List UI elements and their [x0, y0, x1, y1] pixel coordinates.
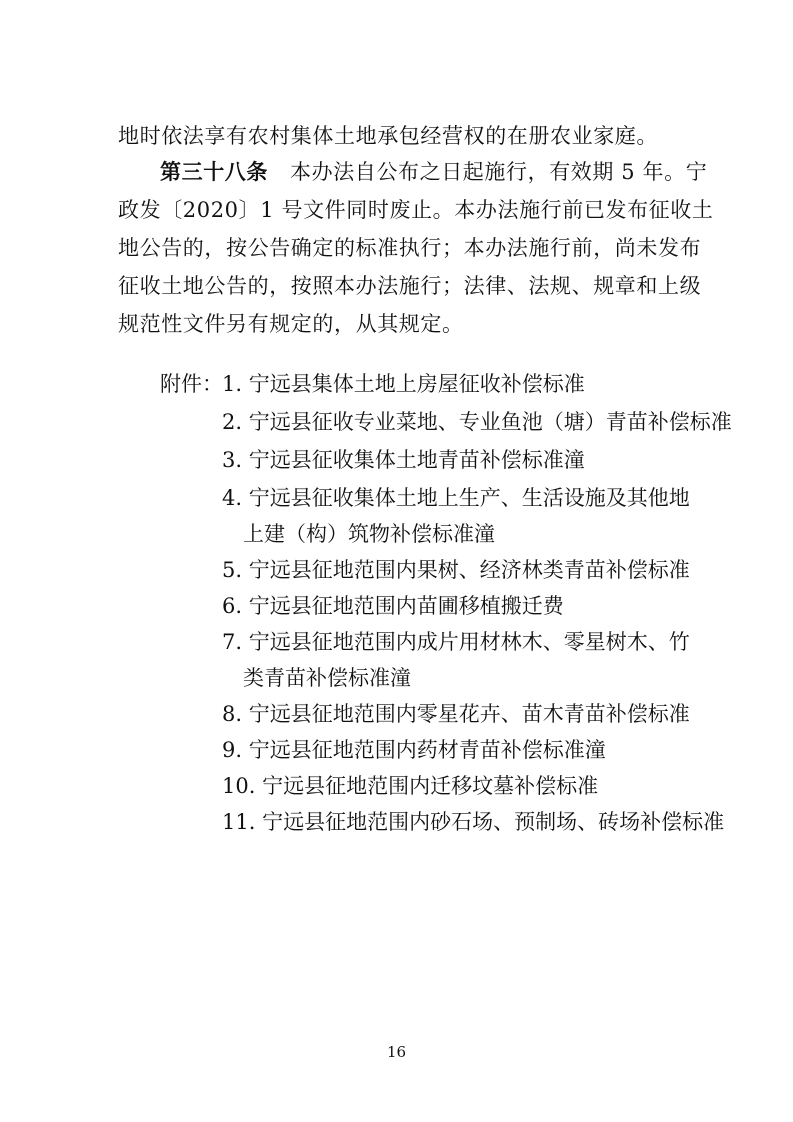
body-line-5: 征收土地公告的，按照本办法施行；法律、法规、规章和上级: [118, 274, 702, 298]
article-38-text: 本办法自公布之日起施行，有效期 5 年。宁: [290, 160, 708, 184]
body-line-6: 规范性文件另有规定的，从其规定。: [118, 312, 464, 336]
attachment-item: 10. 宁远县征地范围内迁移坟墓补偿标准: [222, 774, 599, 798]
article-38-label: 第三十八条: [160, 159, 268, 184]
body-line-3: 政发〔2020〕1 号文件同时废止。本办法施行前已发布征收土: [118, 198, 714, 222]
attachment-item: 5. 宁远县征地范围内果树、经济林类青苗补偿标准: [222, 558, 690, 582]
attachment-item: 6. 宁远县征地范围内苗圃移植搬迁费: [222, 594, 564, 618]
attachment-item-continuation: 类青苗补偿标准潼: [243, 666, 411, 690]
body-line-1: 地时依法享有农村集体土地承包经营权的在册农业家庭。: [118, 124, 658, 148]
body-line-4: 地公告的，按公告确定的标准执行；本办法施行前，尚未发布: [118, 236, 702, 260]
attachment-item: 7. 宁远县征地范围内成片用材林木、零星树木、竹: [222, 630, 690, 654]
attachment-item: 4. 宁远县征收集体土地上生产、生活设施及其他地: [222, 486, 690, 510]
attachment-item: 9. 宁远县征地范围内药材青苗补偿标准潼: [222, 738, 606, 762]
attachment-item-continuation: 上建（构）筑物补偿标准潼: [243, 522, 495, 546]
attachment-item: 2. 宁远县征收专业菜地、专业鱼池（塘）青苗补偿标准: [222, 410, 732, 434]
attachment-item: 3. 宁远县征收集体土地青苗补偿标准潼: [222, 448, 585, 472]
article-38-line-1: [160, 157, 707, 187]
attachments-label: 附件：: [160, 372, 223, 396]
attachment-item: 1. 宁远县集体土地上房屋征收补偿标准: [222, 372, 585, 396]
attachment-item: 8. 宁远县征地范围内零星花卉、苗木青苗补偿标准: [222, 702, 690, 726]
attachment-item: 11. 宁远县征地范围内砂石场、预制场、砖场补偿标准: [222, 810, 725, 834]
page-number: 16: [386, 1043, 407, 1061]
